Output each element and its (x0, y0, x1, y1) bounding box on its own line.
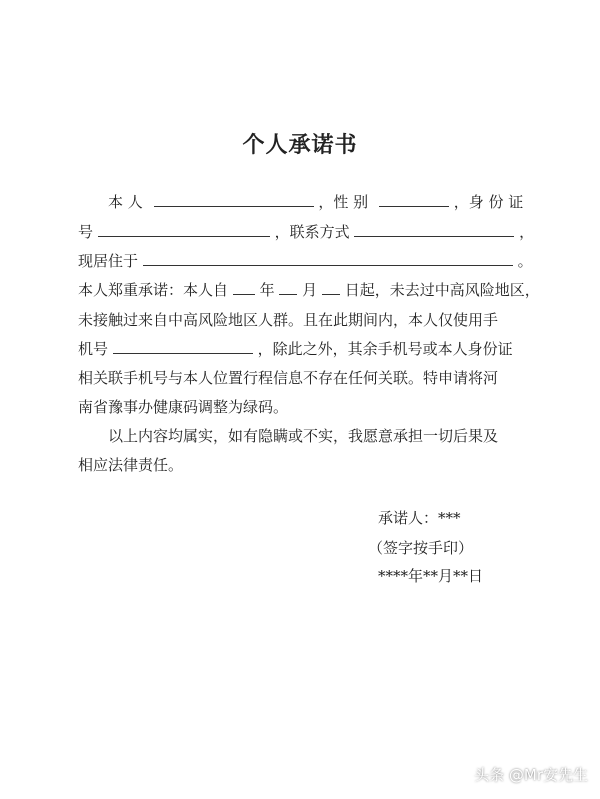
promisor-label: 承诺人：*** (378, 509, 461, 527)
document-title: 个人承诺书 (242, 132, 358, 158)
watermark (474, 764, 588, 785)
name-blank (154, 192, 314, 207)
sign-note: （签字按手印） (368, 539, 474, 557)
line4-text-start: 本人郑重承诺：本人自 (78, 281, 229, 299)
paragraph-line-3 (78, 251, 533, 271)
paragraph-line-10: 相应法律责任。 (78, 456, 184, 474)
line1-label-name: 本 人 (108, 193, 143, 211)
paragraph-line-6 (78, 339, 513, 359)
paragraph-line-9: 以上内容均属实，如有隐瞒或不实，我愿意承担一切后果及 (108, 427, 499, 445)
line1-label-id: ，身 份 证 (453, 193, 524, 211)
line6-text: ，除此之外，其余手机号或本人身份证 (257, 340, 513, 358)
paragraph-line-4 (78, 280, 540, 300)
watermark-text: 头条 @Mr安先生 (474, 766, 588, 784)
paragraph-line-1 (108, 192, 523, 212)
address-blank (143, 251, 513, 266)
line3-label-address: 现居住于 (78, 252, 139, 270)
sign-date: ****年**月**日 (378, 567, 484, 585)
line4-year: 年 (259, 281, 275, 299)
line4-text-end: 日起，未去过中高风险地区， (344, 281, 540, 299)
phone-blank (113, 339, 253, 354)
line2-label-number: 号 (78, 223, 94, 241)
id-number-blank (98, 222, 270, 237)
month-blank (279, 280, 297, 295)
line6-label-phone: 机号 (78, 340, 109, 358)
paragraph-line-5: 未接触过来自中高风险地区人群。且在此期间内，本人仅使用手 (78, 311, 499, 329)
line4-month: 月 (302, 281, 318, 299)
line1-label-gender: ，性 别 (318, 193, 369, 211)
paragraph-line-8: 南省豫事办健康码调整为绿码。 (78, 398, 289, 416)
paragraph-line-7: 相关联手机号与本人位置行程信息不存在任何关联。特申请将河 (78, 369, 499, 387)
gender-blank (379, 192, 449, 207)
line3-period: 。 (517, 252, 533, 270)
line2-label-contact: ，联系方式 (274, 223, 350, 241)
year-blank (233, 280, 255, 295)
day-blank (322, 280, 340, 295)
paragraph-line-2 (78, 222, 534, 242)
line2-comma: ， (519, 223, 535, 241)
contact-blank (354, 222, 514, 237)
